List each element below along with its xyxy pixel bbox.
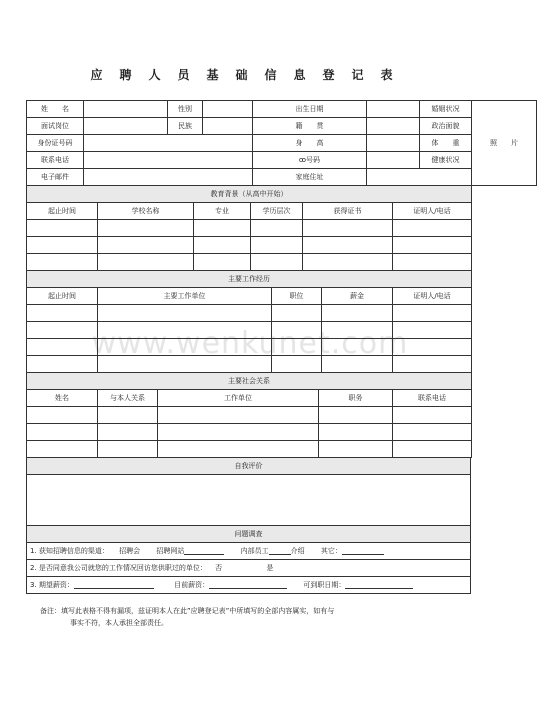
start-date-blank[interactable] [345, 588, 413, 589]
table-row [27, 237, 472, 254]
work-col-title: 职位 [272, 288, 322, 305]
table-row [27, 254, 472, 271]
height-label: 身 高 [253, 135, 367, 152]
current-salary-blank[interactable] [209, 588, 287, 589]
health-label: 健康状况 [420, 152, 472, 169]
phone-label: 联系电话 [27, 152, 84, 169]
qq-label: ꝏ号码 [253, 152, 367, 169]
application-form [26, 100, 518, 594]
qq-field[interactable] [367, 152, 420, 169]
position-label: 面试岗位 [27, 118, 84, 135]
position-field[interactable] [84, 118, 168, 135]
table-row [27, 441, 472, 458]
survey-q3 [27, 577, 471, 594]
note-line-1: 备注：填写此表格不得有漏项，兹证明本人在此”应聘登记表”中所填写的全部内容属实，如有与 [40, 607, 335, 615]
social-col-relation: 与本人关系 [98, 390, 158, 407]
q1-label: 1. 获知招聘信息的渠道： [30, 546, 109, 555]
work-table [26, 270, 472, 373]
social-col-phone: 联系电话 [393, 390, 472, 407]
id-number-field[interactable] [84, 135, 253, 152]
gender-label: 性别 [168, 101, 203, 118]
work-col-salary: 薪金 [322, 288, 393, 305]
table-row [27, 305, 472, 322]
education-header: 教育背景（从高中开始） [27, 186, 472, 203]
survey-q2 [27, 560, 471, 577]
work-col-reference: 证明人/电话 [393, 288, 472, 305]
survey-table [26, 457, 471, 594]
name-field[interactable] [84, 101, 168, 118]
social-col-employer: 工作单位 [158, 390, 319, 407]
table-row [27, 220, 472, 237]
gender-field[interactable] [203, 101, 253, 118]
political-label: 政治面貌 [420, 118, 472, 135]
work-header: 主要工作经历 [27, 271, 472, 288]
edu-col-period: 起止时间 [27, 203, 98, 220]
table-row [27, 407, 472, 424]
note-line-2: 事实不符，本人承担全部责任。 [70, 619, 168, 627]
edu-col-reference: 证明人/电话 [393, 203, 472, 220]
email-field[interactable] [84, 169, 253, 186]
edu-col-school: 学校名称 [98, 203, 194, 220]
social-table [26, 372, 472, 458]
native-place-label: 籍 贯 [253, 118, 367, 135]
self-eval-field[interactable] [27, 475, 471, 526]
photo-box[interactable]: 照 片 [472, 101, 537, 186]
birth-date-label: 出生日期 [253, 101, 367, 118]
birth-date-field[interactable] [367, 101, 420, 118]
social-header: 主要社会关系 [27, 373, 472, 390]
work-col-period: 起止时间 [27, 288, 98, 305]
ethnicity-field[interactable] [203, 118, 253, 135]
q2-label: 2. 是否同意我公司就您的工作情况回访您供职过的单位： [30, 563, 207, 572]
height-field[interactable] [367, 135, 420, 152]
work-col-employer: 主要工作单位 [98, 288, 272, 305]
edu-col-level: 学历层次 [251, 203, 303, 220]
q3-current-label: 目前薪资： [174, 580, 210, 589]
survey-header: 问题调查 [27, 526, 471, 543]
q1-employee-blank[interactable] [269, 554, 291, 555]
marital-label: 婚姻状况 [420, 101, 472, 118]
native-place-field[interactable] [367, 118, 420, 135]
address-field[interactable] [367, 169, 472, 186]
q1-option-job-site[interactable]: 招聘网站 [156, 546, 185, 555]
footer-note [40, 605, 460, 629]
table-row [27, 322, 472, 339]
edu-col-certificate: 获得证书 [303, 203, 393, 220]
self-eval-header: 自我评价 [27, 458, 471, 475]
phone-field[interactable] [84, 152, 253, 169]
social-col-title: 职务 [319, 390, 393, 407]
q1-other-blank[interactable] [342, 554, 384, 555]
address-label: 家庭住址 [253, 169, 367, 186]
survey-q1 [27, 543, 471, 560]
education-table [26, 185, 472, 271]
name-label: 姓 名 [27, 101, 84, 118]
id-number-label: 身份证号码 [27, 135, 84, 152]
expected-salary-blank[interactable] [74, 588, 154, 589]
email-label: 电子邮件 [27, 169, 84, 186]
q2-option-no[interactable]: 否 [215, 563, 223, 572]
q1-job-site-blank[interactable] [184, 554, 224, 555]
watermark: www.wenkunet.com [91, 326, 409, 361]
edu-col-major: 专业 [194, 203, 251, 220]
table-row [27, 339, 472, 356]
q1-option-other[interactable]: 其它： [320, 546, 342, 555]
ethnicity-label: 民族 [168, 118, 203, 135]
q3-start-label: 可到职日期： [303, 580, 346, 589]
table-row [27, 356, 472, 373]
form-title: 应聘人员基础信息登记表 [90, 68, 410, 82]
q1-option-employee[interactable]: 内部员工 [240, 546, 269, 555]
q3-expected-label: 3. 期望薪资： [30, 580, 74, 589]
q1-option-job-fair[interactable]: 招聘会 [119, 546, 141, 555]
social-col-name: 姓名 [27, 390, 98, 407]
table-row [27, 424, 472, 441]
weight-label: 体 重 [420, 135, 472, 152]
q2-option-yes[interactable]: 是 [266, 563, 274, 572]
q1-employee-suffix: 介绍 [290, 546, 305, 555]
basic-info-table [26, 100, 537, 186]
